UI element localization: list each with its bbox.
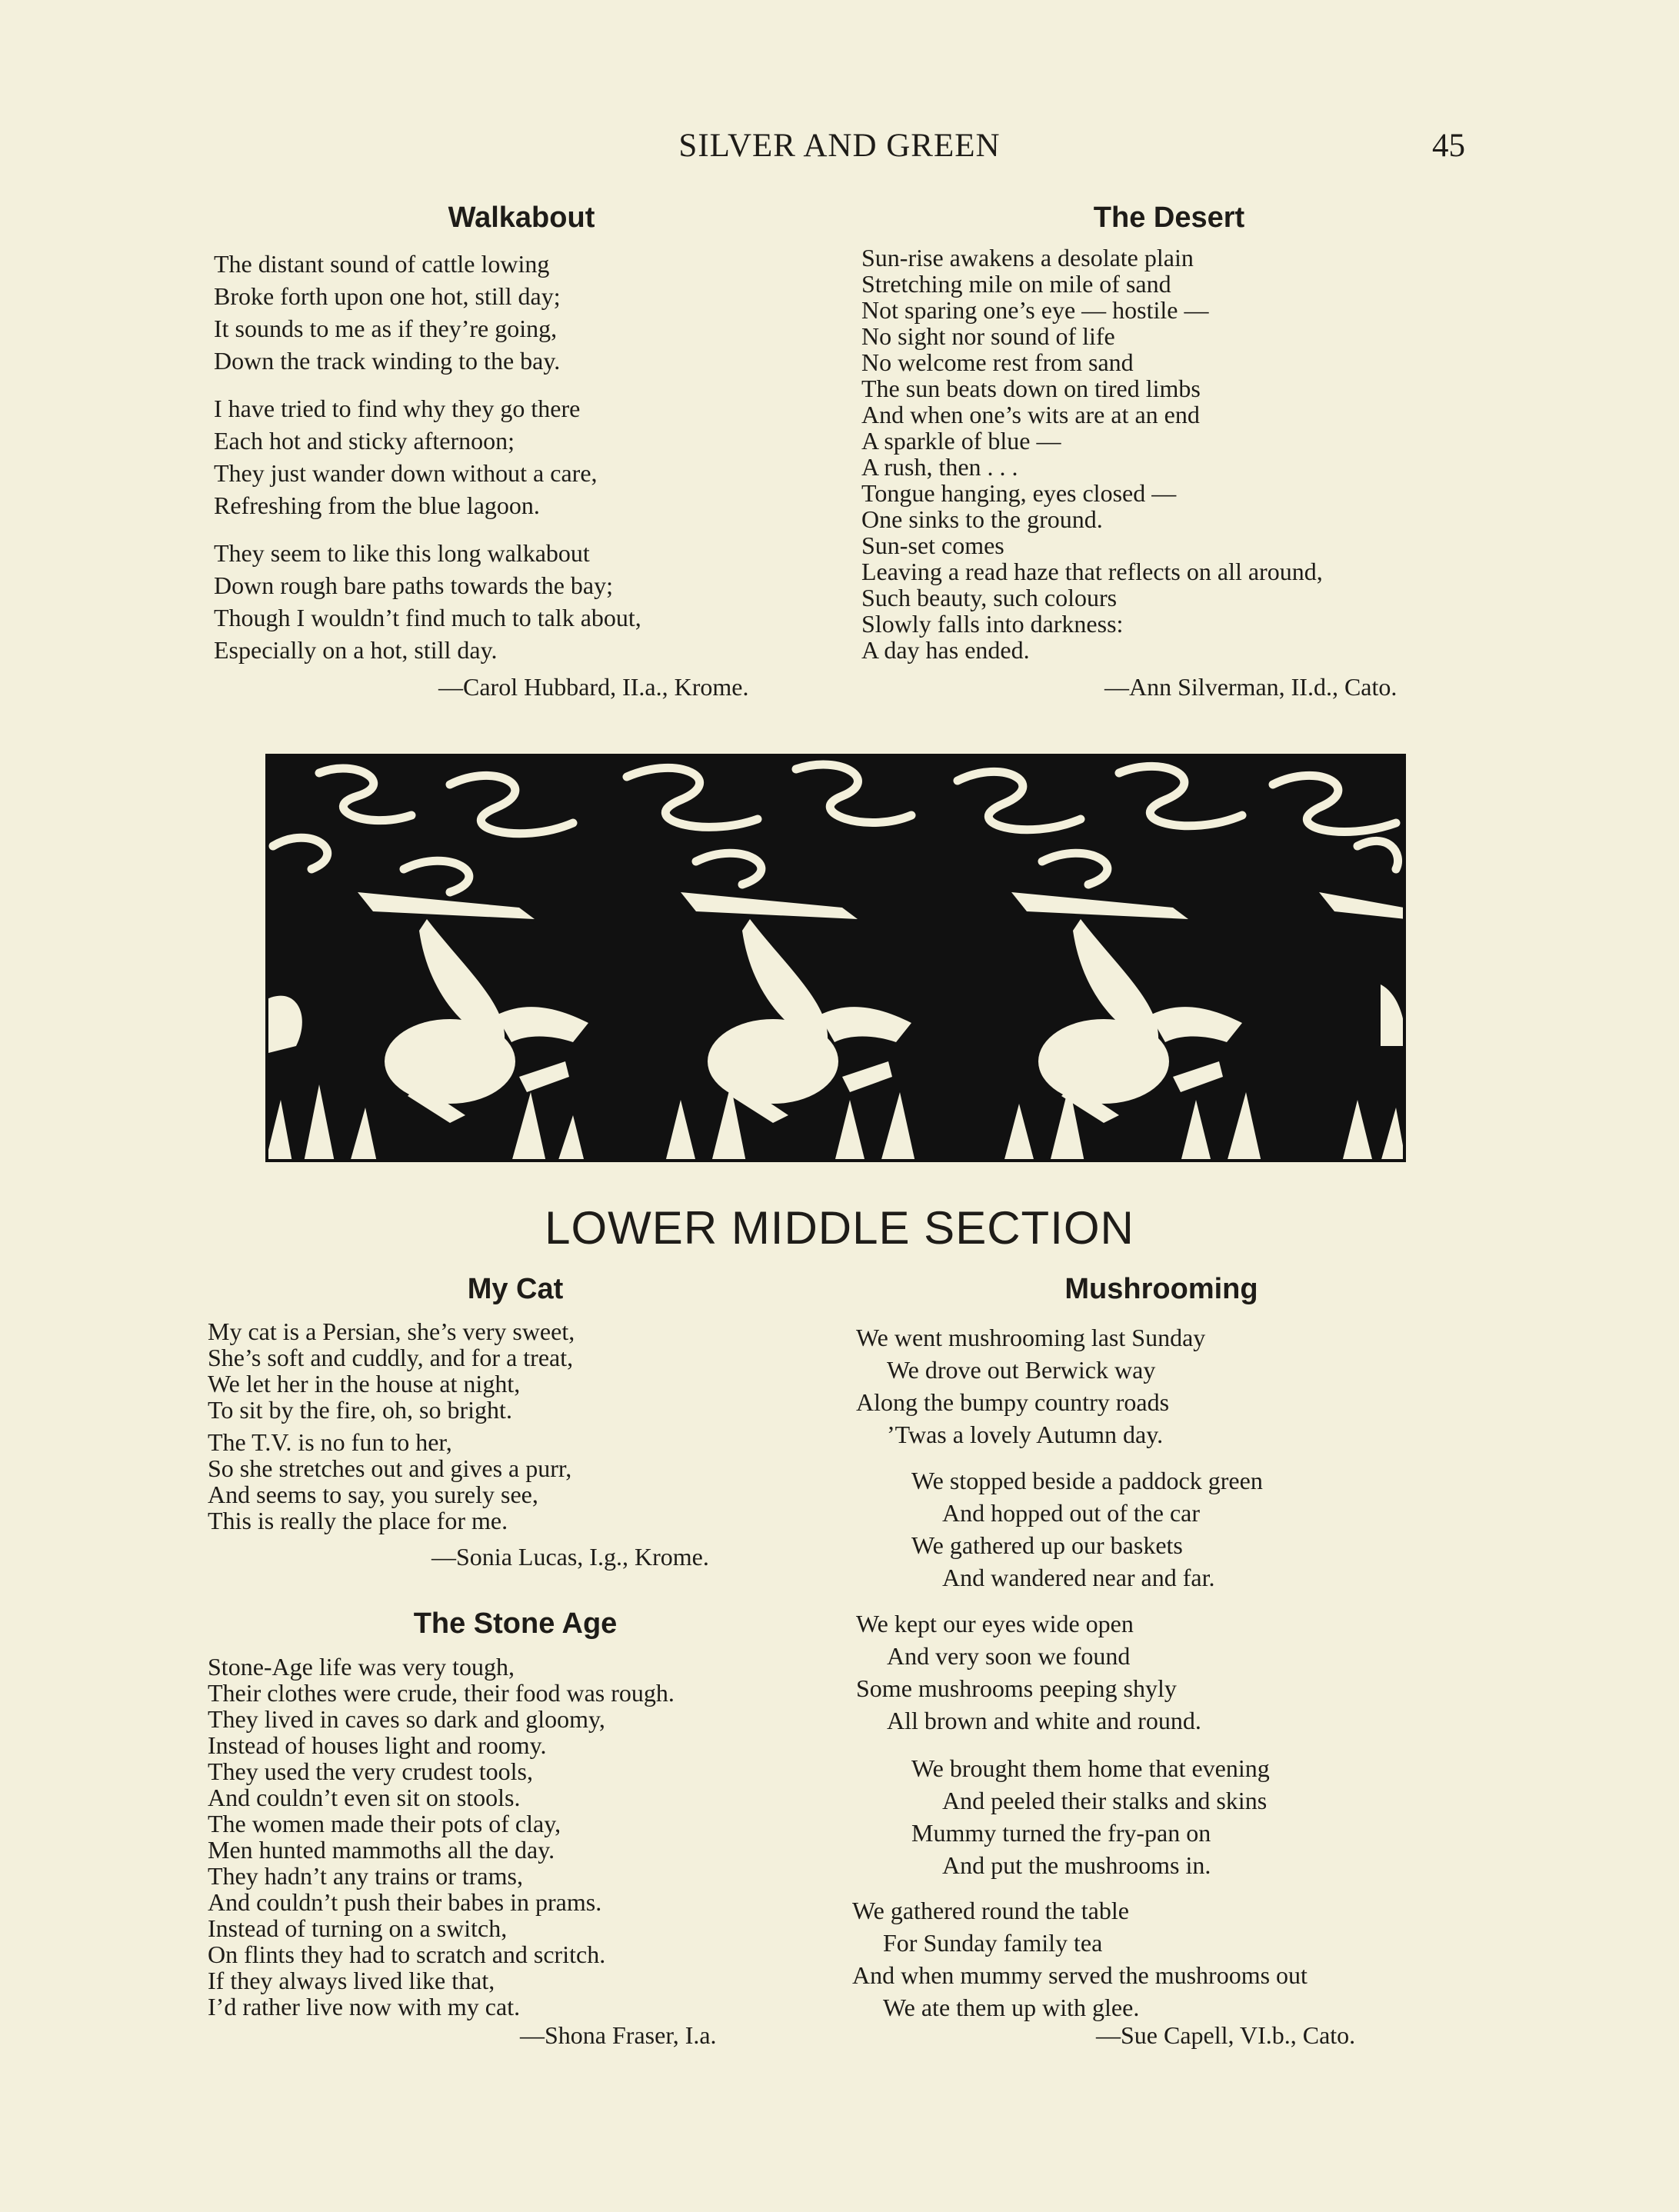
poem-line: My cat is a Persian, she’s very sweet, <box>208 1318 575 1345</box>
poem-line: This is really the place for me. <box>208 1507 508 1534</box>
poem-line: We drove out Berwick way <box>887 1356 1156 1384</box>
page-number: 45 <box>1432 128 1465 164</box>
poem-line: Sun-set comes <box>861 531 1004 559</box>
walkabout-stanza-3 <box>214 537 641 666</box>
poem-line: The women made their pots of clay, <box>208 1810 561 1837</box>
poem-line: We gathered round the table <box>852 1897 1129 1924</box>
author-credit: —Sonia Lucas, I.g., Krome. <box>431 1543 709 1571</box>
poem-line: Not sparing one’s eye — hostile — <box>861 296 1209 324</box>
author-credit: —Sue Capell, VI.b., Cato. <box>1096 2021 1356 2049</box>
poem-line: The sun beats down on tired limbs <box>861 375 1201 402</box>
poem-title-desert: The Desert <box>1093 202 1245 234</box>
poem-line: Along the bumpy country roads <box>856 1388 1170 1416</box>
poem-line: We kept our eyes wide open <box>856 1610 1134 1637</box>
mushrooming-stanza-5 <box>852 1894 1308 2024</box>
poem-line: We gathered up our baskets <box>911 1531 1183 1559</box>
poem-line: Men hunted mammoths all the day. <box>208 1836 555 1864</box>
poem-line: ’Twas a lovely Autumn day. <box>887 1421 1164 1448</box>
poem-line: I have tried to find why they go there <box>214 395 581 422</box>
poem-line: Instead of turning on a switch, <box>208 1914 508 1942</box>
poem-line: No welcome rest from sand <box>861 348 1134 376</box>
poem-line: They lived in caves so dark and gloomy, <box>208 1705 605 1733</box>
poem-line: Stretching mile on mile of sand <box>861 270 1171 298</box>
horned-beast-frieze <box>265 754 1406 1162</box>
poem-line: On flints they had to scratch and scritch. <box>208 1940 606 1968</box>
author-credit: —Carol Hubbard, II.a., Krome. <box>438 673 749 701</box>
poem-line: And when mummy served the mushrooms out <box>852 1961 1308 1989</box>
poem-line: So she stretches out and gives a purr, <box>208 1454 572 1482</box>
poem-line: Slowly falls into darkness: <box>861 610 1124 638</box>
poem-line: A rush, then . . . <box>861 453 1018 481</box>
poem-line: And hopped out of the car <box>942 1499 1201 1527</box>
mushrooming-stanza-4 <box>911 1752 1270 1881</box>
poem-line: Their clothes were crude, their food was rough. <box>208 1679 675 1707</box>
poem-title-my-cat: My Cat <box>467 1273 564 1305</box>
poem-line: Especially on a hot, still day. <box>214 636 498 664</box>
mushrooming-stanza-2 <box>911 1464 1263 1594</box>
poem-title-stone-age: The Stone Age <box>413 1607 618 1640</box>
poem-line: Each hot and sticky afternoon; <box>214 427 515 455</box>
author-credit: —Ann Silverman, II.d., Cato. <box>1104 673 1398 701</box>
poem-line: We ate them up with glee. <box>883 1994 1140 2021</box>
poem-line: They used the very crudest tools, <box>208 1757 533 1785</box>
poem-line: And seems to say, you surely see, <box>208 1481 538 1508</box>
poem-line: The distant sound of cattle lowing <box>214 250 550 278</box>
poem-line: And when one’s wits are at an end <box>861 401 1200 428</box>
poem-line: Stone-Age life was very tough, <box>208 1653 515 1681</box>
poem-line: They just wander down without a care, <box>214 459 598 487</box>
poem-line: Tongue hanging, eyes closed — <box>861 479 1177 507</box>
running-header: SILVER AND GREEN <box>678 128 1001 164</box>
poem-line: Refreshing from the blue lagoon. <box>214 491 540 519</box>
poem-title-walkabout: Walkabout <box>448 202 595 234</box>
poem-line: Leaving a read haze that reflects on all around, <box>861 558 1323 585</box>
poem-line: And peeled their stalks and skins <box>942 1787 1268 1814</box>
walkabout-stanza-1 <box>214 248 561 377</box>
poem-line: We went mushrooming last Sunday <box>856 1324 1206 1351</box>
author-credit: —Shona Fraser, I.a. <box>520 2021 717 2049</box>
poem-line: Some mushrooms peeping shyly <box>856 1674 1177 1702</box>
poem-line: Down the track winding to the bay. <box>214 347 561 375</box>
poem-line: If they always lived like that, <box>208 1967 495 1994</box>
poem-line: They hadn’t any trains or trams, <box>208 1862 523 1890</box>
mushrooming-stanza-3 <box>856 1607 1201 1737</box>
poem-line: And put the mushrooms in. <box>942 1851 1211 1879</box>
poem-line: Instead of houses light and roomy. <box>208 1731 547 1759</box>
poem-line: No sight nor sound of life <box>861 322 1115 350</box>
poem-line: We stopped beside a paddock green <box>911 1467 1263 1494</box>
walkabout-stanza-2 <box>214 392 598 521</box>
poem-line: They seem to like this long walkabout <box>214 539 590 567</box>
poem-line: A day has ended. <box>861 636 1030 664</box>
poem-line: She’s soft and cuddly, and for a treat, <box>208 1344 574 1371</box>
poem-line: To sit by the fire, oh, so bright. <box>208 1396 512 1424</box>
poem-line: It sounds to me as if they’re going, <box>214 315 558 342</box>
poem-line: One sinks to the ground. <box>861 505 1103 533</box>
poem-line: Though I wouldn’t find much to talk about, <box>214 604 641 631</box>
poem-line: Sun-rise awakens a desolate plain <box>861 244 1194 272</box>
section-heading: LOWER MIDDLE SECTION <box>545 1202 1134 1254</box>
mushrooming-stanza-1 <box>856 1321 1205 1451</box>
poem-line: And very soon we found <box>887 1642 1131 1670</box>
poem-line: And couldn’t push their babes in prams. <box>208 1888 602 1916</box>
poem-line: Mummy turned the fry-pan on <box>911 1819 1211 1847</box>
poem-line: All brown and white and round. <box>887 1707 1201 1734</box>
poem-line: And wandered near and far. <box>942 1564 1215 1591</box>
poem-line: Such beauty, such colours <box>861 584 1118 611</box>
poem-line: I’d rather live now with my cat. <box>208 1993 521 2020</box>
poem-line: We brought them home that evening <box>911 1754 1270 1782</box>
poem-line: The T.V. is no fun to her, <box>208 1428 452 1456</box>
poem-title-mushrooming: Mushrooming <box>1064 1273 1258 1305</box>
poem-line: We let her in the house at night, <box>208 1370 521 1397</box>
stone-age-stanza <box>208 1654 675 2020</box>
poem-line: For Sunday family tea <box>883 1929 1103 1957</box>
desert-stanza <box>861 245 1323 663</box>
poem-line: And couldn’t even sit on stools. <box>208 1784 521 1811</box>
my-cat-stanza-1 <box>208 1318 575 1423</box>
poem-line: Broke forth upon one hot, still day; <box>214 282 561 310</box>
poem-line: Down rough bare paths towards the bay; <box>214 571 613 599</box>
my-cat-stanza-2 <box>208 1429 571 1534</box>
poem-line: A sparkle of blue — <box>861 427 1061 455</box>
